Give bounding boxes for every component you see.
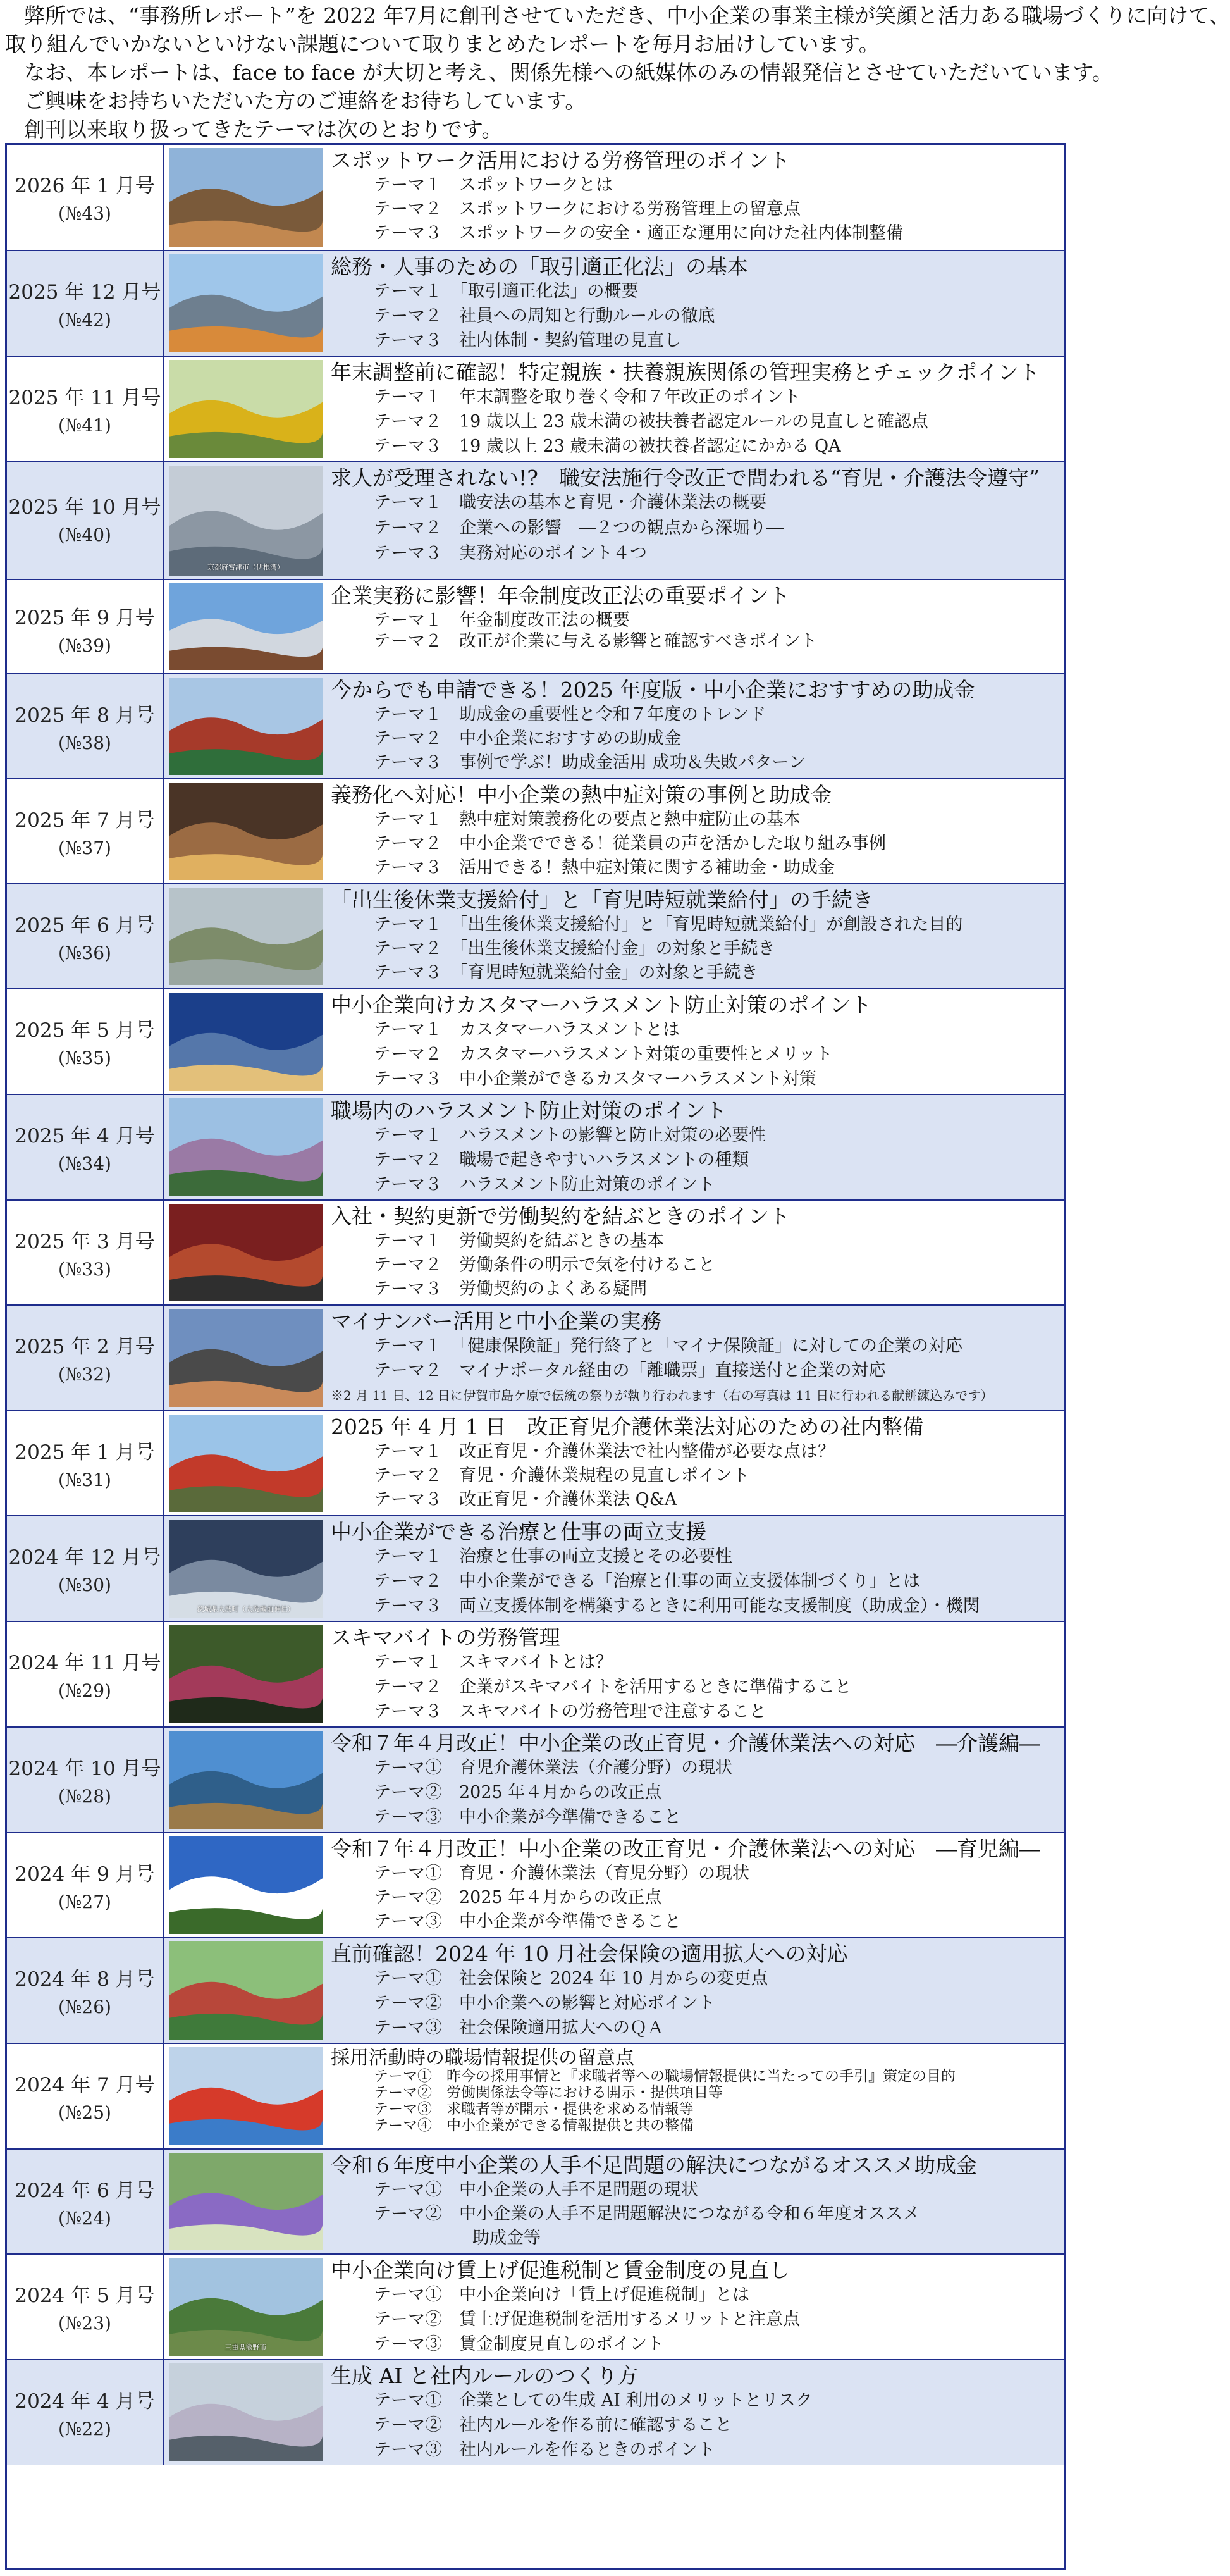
issue-theme: テーマ③ 社内ルールを作るときのポイント xyxy=(374,2440,715,2460)
issue-photo xyxy=(169,2047,323,2145)
issue-number: (№24) xyxy=(58,2208,111,2229)
intro-line: 取り組んでいかないといけない課題について取りまとめたレポートを毎月お届けしています。 xyxy=(5,32,880,56)
issue-photo xyxy=(169,1520,323,1618)
issue-theme: テーマ３ 社内体制・契約管理の見直し xyxy=(374,331,681,350)
issue-theme: テーマ２ 19 歳以上 23 歳未満の被扶養者認定ルールの見直しと確認点 xyxy=(374,412,928,431)
issue-content xyxy=(331,2044,1060,2148)
issue-photo xyxy=(169,1098,323,1196)
issue-number: (№35) xyxy=(58,1048,111,1068)
issue-date-cell xyxy=(7,357,164,461)
issue-theme: テーマ１ スキマバイトとは？ xyxy=(374,1652,613,1672)
issue-date-cell xyxy=(7,580,164,673)
issue-theme: テーマ２ 労働条件の明示で気を付けること xyxy=(374,1255,715,1275)
issue-theme: テーマ① 育児介護休業法（介護分野）の現状 xyxy=(374,1758,732,1778)
intro-text xyxy=(0,0,1230,143)
issue-theme: 助成金等 xyxy=(472,2228,541,2248)
issue-number: (№25) xyxy=(58,2102,111,2123)
issue-date: 2026 年 1 月号 xyxy=(15,175,155,197)
issue-number: (№40) xyxy=(58,524,111,545)
issue-row xyxy=(7,1726,1064,1832)
issue-theme: テーマ１ スポットワークとは xyxy=(374,175,613,195)
issue-theme: テーマ１ 「出生後休業支援給付」と「育児時短就業給付」が創設された目的 xyxy=(374,915,963,934)
issue-photo xyxy=(169,1731,323,1829)
issue-title: 中小企業向け賃上げ促進税制と賃金制度の見直し xyxy=(331,2258,790,2282)
issue-date: 2025 年 12 月号 xyxy=(8,281,161,304)
issue-title: 義務化へ対応！中小企業の熱中症対策の事例と助成金 xyxy=(331,783,832,807)
issue-content xyxy=(331,1516,1060,1621)
issue-title: スポットワーク活用における労務管理のポイント xyxy=(331,148,790,173)
issue-theme: テーマ１ 改正育児・介護休業法で社内整備が必要な点は？ xyxy=(374,1442,835,1461)
issue-row xyxy=(7,1199,1064,1304)
issue-theme: テーマ③ 社会保険適用拡大へのＱＡ xyxy=(374,2018,664,2038)
issue-theme: テーマ３ 活用できる！熱中症対策に関する補助金・助成金 xyxy=(374,858,835,877)
issue-row xyxy=(7,1937,1064,2043)
issue-photo xyxy=(169,2258,323,2356)
issue-theme: テーマ３ ハラスメント防止対策のポイント xyxy=(374,1175,715,1194)
issue-row xyxy=(7,145,1064,250)
issue-theme: テーマ１ 年末調整を取り巻く令和７年改正のポイント xyxy=(374,387,801,407)
issue-row xyxy=(7,579,1064,673)
issue-theme: テーマ１ 熱中症対策義務化の要点と熱中症防止の基本 xyxy=(374,810,801,829)
issue-date: 2024 年 6 月号 xyxy=(15,2179,155,2202)
issue-number: (№42) xyxy=(58,309,111,330)
issue-number: (№30) xyxy=(58,1575,111,1595)
issue-theme: テーマ１ 職安法の基本と育児・介護休業法の概要 xyxy=(374,493,766,512)
issue-content xyxy=(331,580,1060,673)
issue-theme: テーマ② 賃上げ促進税制を活用するメリットと注意点 xyxy=(374,2310,800,2329)
issue-title: 生成 AI と社内ルールのつくり方 xyxy=(331,2363,639,2388)
issue-theme: テーマ② 中小企業の人手不足問題解決につながる令和６年度オススメ xyxy=(374,2204,920,2224)
issue-date-cell xyxy=(7,2150,164,2253)
issue-date-cell xyxy=(7,1516,164,1621)
issue-title: 総務・人事のための「取引適正化法」の基本 xyxy=(331,254,748,279)
photo-caption: 京都府宮津市（伊根湾） xyxy=(207,563,284,571)
issue-number: (№27) xyxy=(58,1892,111,1912)
issue-date-cell xyxy=(7,2255,164,2359)
issue-row xyxy=(7,461,1064,579)
issue-date: 2024 年 8 月号 xyxy=(15,1968,155,1991)
issue-theme: テーマ３ 両立支援体制を構築するときに利用可能な支援制度（助成金）・機関 xyxy=(374,1596,980,1616)
issue-number: (№28) xyxy=(58,1786,111,1807)
issue-date: 2025 年 5 月号 xyxy=(15,1019,155,1042)
issue-content xyxy=(331,251,1060,356)
issue-date-cell xyxy=(7,1201,164,1304)
issue-theme: テーマ３ 改正育児・介護休業法 Q&A xyxy=(374,1490,677,1509)
issue-date-cell xyxy=(7,2360,164,2465)
issue-title: スキマバイトの労務管理 xyxy=(331,1625,560,1650)
issue-title: 職場内のハラスメント防止対策のポイント xyxy=(331,1098,727,1123)
issue-date: 2024 年 5 月号 xyxy=(15,2284,155,2307)
issue-photo xyxy=(169,148,323,247)
issue-theme: テーマ２ 企業がスキマバイトを活用するときに準備すること xyxy=(374,1677,852,1697)
issue-date: 2025 年 7 月号 xyxy=(15,809,155,832)
issue-theme: テーマ① 中小企業向け「賃上げ促進税制」とは xyxy=(374,2285,749,2305)
issues-table xyxy=(5,143,1066,2570)
issue-photo xyxy=(169,783,323,880)
issue-title: 2025 年 4 月 1 日 改正育児介護休業法対応のための社内整備 xyxy=(331,1415,924,1439)
issue-title: 直前確認！2024 年 10 月社会保険の適用拡大への対応 xyxy=(331,1941,848,1966)
issue-theme: テーマ② 労働関係法令等における開示・提供項目等 xyxy=(374,2084,723,2101)
issue-date: 2024 年 7 月号 xyxy=(15,2074,155,2096)
issue-date: 2025 年 11 月号 xyxy=(8,387,161,409)
issue-row xyxy=(7,356,1064,461)
issue-date: 2025 年 1 月号 xyxy=(15,1441,155,1464)
issue-theme: テーマ① 中小企業の人手不足問題の現状 xyxy=(374,2180,698,2200)
issue-theme: テーマ３ 事例で学ぶ！助成金活用 成功＆失敗パターン xyxy=(374,753,806,772)
issue-photo xyxy=(169,2153,323,2250)
issue-theme: テーマ２ マイナポータル経由の「離職票」直接送付と企業の対応 xyxy=(374,1361,886,1380)
issue-row xyxy=(7,1621,1064,1726)
issue-content xyxy=(331,357,1060,461)
issue-date-cell xyxy=(7,989,164,1094)
issue-row xyxy=(7,1410,1064,1515)
issue-row xyxy=(7,2359,1064,2465)
issue-theme: テーマ② 2025 年４月からの改正点 xyxy=(374,1888,662,1907)
issue-photo xyxy=(169,360,323,458)
issue-content xyxy=(331,1201,1060,1304)
issue-content xyxy=(331,1833,1060,1937)
issue-row xyxy=(7,1094,1064,1199)
issue-date: 2025 年 2 月号 xyxy=(15,1335,155,1358)
issue-photo xyxy=(169,1415,323,1512)
issue-photo xyxy=(169,2363,323,2461)
issue-theme: テーマ３ 中小企業ができるカスタマーハラスメント対策 xyxy=(374,1069,816,1089)
issue-number: (№22) xyxy=(58,2418,111,2439)
issue-theme: テーマ３ 「育児時短就業給付金」の対象と手続き xyxy=(374,963,758,982)
issue-number: (№32) xyxy=(58,1364,111,1385)
issue-photo xyxy=(169,583,323,670)
issue-number: (№34) xyxy=(58,1153,111,1174)
photo-caption: 三重県熊野市 xyxy=(224,2343,267,2351)
issue-photo xyxy=(169,1941,323,2040)
issue-date-cell xyxy=(7,1833,164,1937)
issue-content xyxy=(331,1306,1060,1410)
issue-date: 2025 年 8 月号 xyxy=(15,704,155,727)
issue-date-cell xyxy=(7,2044,164,2148)
intro-line: 弊所では、“事務所レポート”を 2022 年7月に創刊させていただき、中小企業の事業主様が笑顔と活力ある職場づくりに向けて、 xyxy=(24,3,1230,28)
issue-date-cell xyxy=(7,1728,164,1832)
issue-row xyxy=(7,988,1064,1094)
issue-date: 2024 年 10 月号 xyxy=(8,1757,161,1780)
issue-content xyxy=(331,145,1060,250)
issue-content xyxy=(331,1411,1060,1515)
issue-date-cell xyxy=(7,1622,164,1726)
issue-theme: テーマ２ 改正が企業に与える影響と確認すべきポイント xyxy=(374,631,818,651)
issue-title: 中小企業ができる治療と仕事の両立支援 xyxy=(331,1520,706,1544)
issue-date: 2024 年 4 月号 xyxy=(15,2390,155,2413)
issue-photo xyxy=(169,1204,323,1301)
issue-theme: テーマ１ 「健康保険証」発行終了と「マイナ保険証」に対しての企業の対応 xyxy=(374,1336,962,1356)
issue-theme: テーマ② 2025 年４月からの改正点 xyxy=(374,1783,662,1802)
issue-theme: テーマ１ 助成金の重要性と令和７年度のトレンド xyxy=(374,705,766,724)
intro-line: なお、本レポートは、face to face が大切と考え、関係先様への紙媒体のみの情報発信とさせていただいています。 xyxy=(24,60,1113,85)
issue-row xyxy=(7,2253,1064,2359)
issue-content xyxy=(331,884,1060,988)
issue-photo xyxy=(169,678,323,775)
issue-row xyxy=(7,2043,1064,2148)
issue-theme: テーマ① 社会保険と 2024 年 10 月からの変更点 xyxy=(374,1969,768,1988)
issue-theme: テーマ④ 中小企業ができる情報提供と共の整備 xyxy=(374,2117,694,2134)
issue-theme: テーマ２ 「出生後休業支援給付金」の対象と手続き xyxy=(374,939,775,958)
issue-number: (№23) xyxy=(58,2313,111,2334)
issue-theme: テーマ２ 企業への影響 ―２つの観点から深堀り― xyxy=(374,518,784,538)
issue-theme: テーマ３ 労働契約のよくある疑問 xyxy=(374,1279,647,1299)
issue-row xyxy=(7,1515,1064,1621)
issue-photo xyxy=(169,1836,323,1934)
issue-note: ※2 月 11 日、12 日に伊賀市島ケ原で伝統の祭りが執り行われます（右の写真は 11 日に行われる献餅練込みです） xyxy=(331,1388,993,1403)
issue-date-cell xyxy=(7,1938,164,2043)
intro-line: 創刊以来取り扱ってきたテーマは次のとおりです。 xyxy=(24,117,503,142)
issue-date-cell xyxy=(7,1095,164,1199)
issue-number: (№38) xyxy=(58,733,111,753)
issue-date: 2025 年 9 月号 xyxy=(15,607,155,629)
issue-theme: テーマ３ スポットワークの安全・適正な運用に向けた社内体制整備 xyxy=(374,223,903,243)
issue-number: (№29) xyxy=(58,1680,111,1701)
issue-theme: テーマ２ 社員への周知と行動ルールの徹底 xyxy=(374,306,715,326)
issue-title: 「出生後休業支援給付」と「育児時短就業給付」の手続き xyxy=(331,888,873,912)
issue-title: 採用活動時の職場情報提供の留意点 xyxy=(331,2047,634,2069)
issue-content xyxy=(331,779,1060,883)
issue-content xyxy=(331,989,1060,1094)
issue-date-cell xyxy=(7,674,164,778)
issue-date: 2025 年 4 月号 xyxy=(15,1125,155,1148)
issue-row xyxy=(7,1304,1064,1410)
issue-title: 企業実務に影響！年金制度改正法の重要ポイント xyxy=(331,583,790,608)
issue-date: 2025 年 3 月号 xyxy=(15,1230,155,1253)
issue-theme: テーマ３ 19 歳以上 23 歳未満の被扶養者認定にかかる QA xyxy=(374,437,841,456)
issue-content xyxy=(331,2255,1060,2359)
issue-title: マイナンバー活用と中小企業の実務 xyxy=(331,1309,662,1334)
issue-theme: テーマ② 社内ルールを作る前に確認すること xyxy=(374,2415,732,2435)
issue-content xyxy=(331,462,1060,579)
issue-title: 今からでも申請できる！2025 年度版・中小企業におすすめの助成金 xyxy=(331,678,975,702)
issue-photo xyxy=(169,1625,323,1723)
issue-theme: テーマ２ スポットワークにおける労務管理上の留意点 xyxy=(374,199,801,219)
issue-row xyxy=(7,250,1064,356)
issue-theme: テーマ１ 年金制度改正法の概要 xyxy=(374,610,630,630)
issue-photo xyxy=(169,254,323,352)
issue-row xyxy=(7,883,1064,988)
issue-date: 2025 年 10 月号 xyxy=(8,496,161,519)
issue-date-cell xyxy=(7,145,164,250)
issue-date: 2024 年 9 月号 xyxy=(15,1863,155,1886)
issue-theme: テーマ１ カスタマーハラスメントとは xyxy=(374,1020,680,1039)
issue-title: 年末調整前に確認！特定親族・扶養親族関係の管理実務とチェックポイント xyxy=(331,360,1040,385)
issue-theme: テーマ１ ハラスメントの影響と防止対策の必要性 xyxy=(374,1125,766,1145)
issue-theme: テーマ③ 中小企業が今準備できること xyxy=(374,1807,681,1827)
issue-number: (№36) xyxy=(58,943,111,963)
issue-theme: テーマ２ 中小企業におすすめの助成金 xyxy=(374,729,682,748)
issue-number: (№39) xyxy=(58,635,111,656)
issue-content xyxy=(331,2360,1060,2465)
issue-content xyxy=(331,1938,1060,2043)
issue-photo xyxy=(169,993,323,1091)
issue-date-cell xyxy=(7,779,164,883)
issue-content xyxy=(331,1728,1060,1832)
issue-content xyxy=(331,1095,1060,1199)
issue-theme: テーマ③ 求職者等が開示・提供を求める情報等 xyxy=(374,2101,694,2117)
issue-photo xyxy=(169,888,323,985)
issue-date-cell xyxy=(7,1411,164,1515)
issue-photo xyxy=(169,466,323,576)
issue-theme: テーマ① 昨今の採用事情と『求職者等への職場情報提供に当たっての手引』策定の目的 xyxy=(374,2068,956,2084)
photo-caption: 茨城県大洗町（大洗磯前神社） xyxy=(197,1605,295,1613)
issue-date-cell xyxy=(7,884,164,988)
issue-content xyxy=(331,1622,1060,1726)
issue-number: (№37) xyxy=(58,838,111,858)
issue-photo xyxy=(169,1309,323,1407)
issue-theme: テーマ１ 治療と仕事の両立支援とその必要性 xyxy=(374,1547,732,1566)
issue-title: 求人が受理されない!? 職安法施行令改正で問われる“育児・介護法令遵守” xyxy=(331,466,1040,490)
issue-title: 中小企業向けカスタマーハラスメント防止対策のポイント xyxy=(331,993,872,1017)
issue-theme: テーマ２ 育児・介護休業規程の見直しポイント xyxy=(374,1466,749,1485)
issue-date-cell xyxy=(7,462,164,579)
issue-theme: テーマ１ 「取引適正化法」の概要 xyxy=(374,282,639,301)
issue-theme: テーマ③ 中小企業が今準備できること xyxy=(374,1912,681,1931)
issue-number: (№43) xyxy=(58,203,111,224)
issue-theme: テーマ③ 賃金制度見直しのポイント xyxy=(374,2334,664,2354)
issue-date-cell xyxy=(7,1306,164,1410)
issue-row xyxy=(7,673,1064,778)
issue-title: 令和７年４月改正！中小企業の改正育児・介護休業法への対応 ―育児編― xyxy=(331,1836,1040,1861)
issue-number: (№26) xyxy=(58,1997,111,2017)
issue-title: 令和７年４月改正！中小企業の改正育児・介護休業法への対応 ―介護編― xyxy=(331,1731,1040,1756)
issue-theme: テーマ２ 中小企業でできる！従業員の声を活かした取り組み事例 xyxy=(374,834,886,853)
issue-theme: テーマ２ カスタマーハラスメント対策の重要性とメリット xyxy=(374,1044,833,1064)
issue-number: (№41) xyxy=(58,415,111,436)
issue-number: (№33) xyxy=(58,1259,111,1280)
issue-content xyxy=(331,674,1060,778)
issue-date: 2024 年 11 月号 xyxy=(8,1652,161,1675)
issue-number: (№31) xyxy=(58,1470,111,1490)
issue-date: 2025 年 6 月号 xyxy=(15,914,155,937)
intro-line: ご興味をお持ちいただいた方のご連絡をお待ちしています。 xyxy=(24,89,586,113)
issue-content xyxy=(331,2150,1060,2253)
issue-date-cell xyxy=(7,251,164,356)
issue-row xyxy=(7,1832,1064,1937)
issue-date: 2024 年 12 月号 xyxy=(8,1546,161,1569)
issue-theme: テーマ２ 中小企業ができる「治療と仕事の両立支援体制づくり」とは xyxy=(374,1571,920,1591)
issue-title: 令和６年度中小企業の人手不足問題の解決につながるオススメ助成金 xyxy=(331,2153,978,2177)
issue-title: 入社・契約更新で労働契約を結ぶときのポイント xyxy=(331,1204,790,1229)
issue-theme: テーマ① 企業としての生成 AI 利用のメリットとリスク xyxy=(374,2391,813,2410)
issue-row xyxy=(7,2148,1064,2253)
issue-theme: テーマ１ 労働契約を結ぶときの基本 xyxy=(374,1231,664,1251)
issue-theme: テーマ２ 職場で起きやすいハラスメントの種類 xyxy=(374,1150,749,1170)
issue-row xyxy=(7,778,1064,883)
issue-theme: テーマ３ スキマバイトの労務管理で注意すること xyxy=(374,1702,766,1721)
issue-theme: テーマ３ 実務対応のポイント４つ xyxy=(374,543,647,563)
issue-theme: テーマ② 中小企業への影響と対応ポイント xyxy=(374,1993,715,2013)
issue-theme: テーマ① 育児・介護休業法（育児分野）の現状 xyxy=(374,1864,749,1883)
